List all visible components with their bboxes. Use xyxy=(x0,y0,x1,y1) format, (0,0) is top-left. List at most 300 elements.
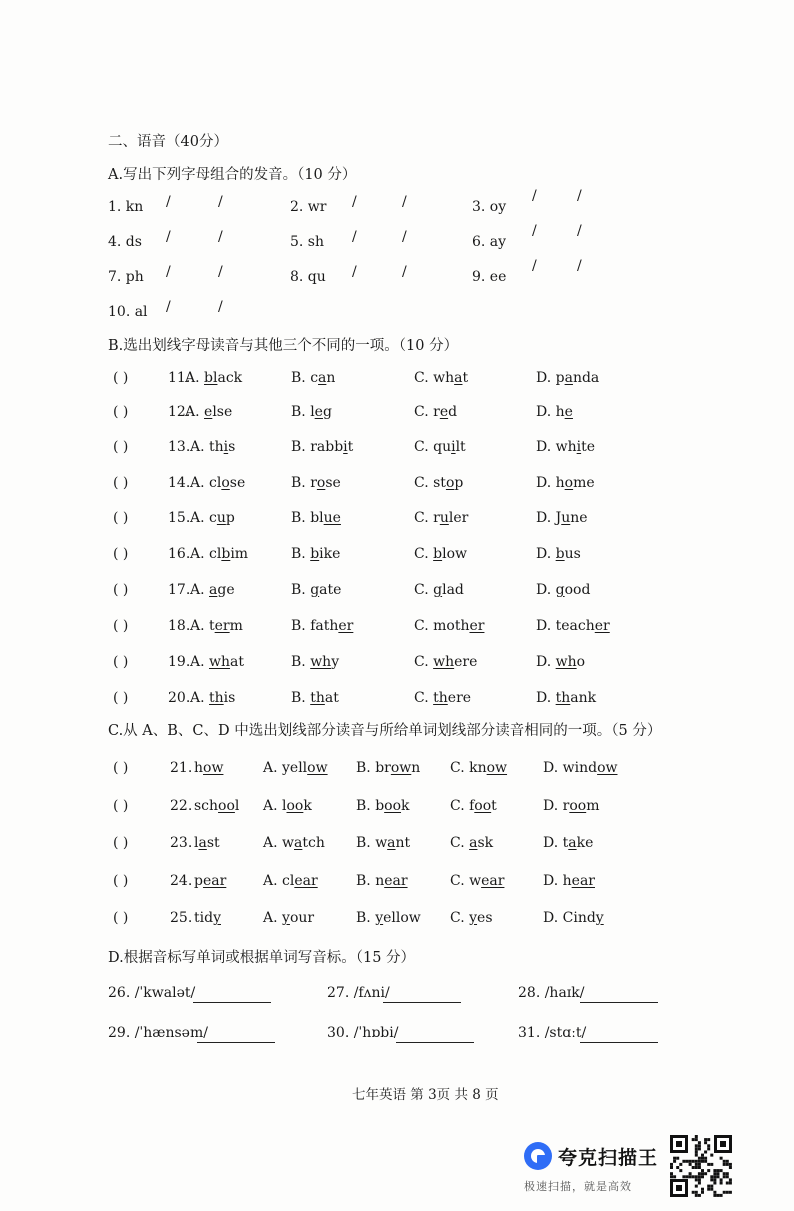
option-d[interactable] xyxy=(536,546,581,562)
option-b-text: ellow xyxy=(383,910,421,926)
option-d-underlined: i xyxy=(576,439,582,455)
question-number: 25. xyxy=(170,910,193,926)
option-c[interactable] xyxy=(414,654,477,670)
option-d[interactable] xyxy=(543,760,618,776)
answer-paren[interactable]: ( ) xyxy=(113,654,129,670)
qr-module xyxy=(695,1160,698,1163)
option-c-text: C. moth xyxy=(414,618,470,634)
option-c-text: C. kn xyxy=(450,760,487,776)
option-d[interactable] xyxy=(536,654,585,670)
option-c[interactable] xyxy=(450,910,493,926)
qr-module xyxy=(698,1163,701,1166)
qr-module xyxy=(698,1194,701,1197)
phonics-item-label: 5. sh xyxy=(290,234,325,250)
option-c-underlined: u xyxy=(439,510,449,526)
option-d-underlined: o xyxy=(564,475,574,491)
option-a[interactable] xyxy=(185,404,232,420)
option-b[interactable] xyxy=(291,404,332,420)
qr-module xyxy=(726,1160,729,1163)
option-c-underlined: e xyxy=(439,404,449,420)
option-a[interactable] xyxy=(263,760,328,776)
qr-module xyxy=(710,1154,713,1157)
answer-paren[interactable]: ( ) xyxy=(113,760,129,776)
option-a-text: s xyxy=(228,439,236,455)
option-a[interactable] xyxy=(190,582,235,598)
qr-module xyxy=(695,1191,698,1194)
option-a-text: is xyxy=(223,690,236,706)
option-c-text: C. xyxy=(414,582,434,598)
qr-module xyxy=(698,1141,701,1144)
qr-module xyxy=(698,1144,701,1147)
qr-module xyxy=(729,1182,732,1185)
option-c-text: p xyxy=(454,475,464,491)
answer-paren[interactable]: ( ) xyxy=(113,910,129,926)
option-b[interactable] xyxy=(291,618,353,634)
qr-module xyxy=(726,1172,729,1175)
answer-paren[interactable]: ( ) xyxy=(113,370,129,386)
option-c-underlined: th xyxy=(433,690,448,706)
option-d-text: D. h xyxy=(536,404,565,420)
part-a-title: A.写出下列字母组合的发音。（10 分） xyxy=(108,167,357,183)
option-c-text: C. r xyxy=(414,404,440,420)
option-a[interactable] xyxy=(263,873,318,889)
option-b[interactable] xyxy=(291,654,339,670)
option-d[interactable] xyxy=(543,835,593,851)
qr-module xyxy=(673,1160,676,1163)
answer-slash: / xyxy=(532,188,537,204)
option-b-underlined: ue xyxy=(323,510,341,526)
option-c[interactable] xyxy=(450,873,504,889)
scanner-logo-icon xyxy=(524,1142,552,1170)
qr-module xyxy=(704,1172,707,1175)
option-b[interactable] xyxy=(291,546,340,562)
option-a[interactable] xyxy=(190,690,235,706)
option-a-text: A. xyxy=(263,910,283,926)
option-a-text: ck xyxy=(225,370,243,386)
qr-module xyxy=(707,1147,710,1150)
qr-module xyxy=(713,1172,716,1175)
option-b-underlined: o xyxy=(316,475,326,491)
option-b-text: B. r xyxy=(291,475,317,491)
option-c-text: C. f xyxy=(450,798,475,814)
option-b[interactable] xyxy=(356,798,410,814)
given-word-text: l xyxy=(234,798,240,814)
option-a[interactable] xyxy=(263,910,314,926)
qr-module xyxy=(723,1172,726,1175)
qr-module xyxy=(695,1163,698,1166)
option-a[interactable] xyxy=(190,475,245,491)
option-a-text: at xyxy=(230,654,244,670)
option-b[interactable] xyxy=(356,910,421,926)
answer-blank[interactable] xyxy=(580,1001,658,1003)
option-d[interactable] xyxy=(543,910,604,926)
option-c-text: ere xyxy=(454,654,478,670)
option-d-text: D. xyxy=(536,546,556,562)
option-a[interactable] xyxy=(263,798,312,814)
answer-blank[interactable] xyxy=(383,1001,461,1003)
answer-slash: / xyxy=(218,264,223,280)
option-a-text: A. xyxy=(185,404,205,420)
option-c[interactable] xyxy=(414,510,468,526)
option-b[interactable] xyxy=(291,690,339,706)
given-word-underlined: y xyxy=(213,910,221,926)
qr-module xyxy=(701,1191,704,1194)
option-b-text: nt xyxy=(395,835,411,851)
phonetic-item: 29. /ˈhænsəm/ xyxy=(108,1025,208,1041)
option-c-text: ler xyxy=(448,510,469,526)
qr-module xyxy=(676,1166,679,1169)
option-c-underlined: er xyxy=(469,618,485,634)
qr-module xyxy=(689,1172,692,1175)
option-d[interactable] xyxy=(536,690,596,706)
option-d[interactable] xyxy=(536,510,588,526)
answer-blank[interactable] xyxy=(396,1041,474,1043)
option-a-underlined: e xyxy=(204,404,213,420)
given-word-text: h xyxy=(194,760,204,776)
option-d-text: ke xyxy=(576,835,594,851)
part-d-title: D.根据音标写单词或根据单词写音标。（15 分） xyxy=(108,950,416,966)
answer-paren[interactable]: ( ) xyxy=(113,546,129,562)
answer-paren[interactable]: ( ) xyxy=(113,510,129,526)
option-a-underlined: b xyxy=(221,546,231,562)
option-d-text: ne xyxy=(570,510,588,526)
phonics-item-label: 10. al xyxy=(108,304,148,320)
answer-slash: / xyxy=(352,229,357,245)
qr-module xyxy=(695,1185,698,1188)
qr-module xyxy=(698,1172,701,1175)
option-a-underlined: wh xyxy=(209,654,231,670)
answer-slash: / xyxy=(402,229,407,245)
qr-module xyxy=(670,1163,673,1166)
qr-module xyxy=(695,1138,698,1141)
option-c-text: low xyxy=(442,546,467,562)
qr-module xyxy=(701,1160,704,1163)
qr-module xyxy=(720,1178,723,1181)
option-b-text: B. bl xyxy=(291,510,324,526)
qr-module xyxy=(695,1135,698,1138)
answer-blank[interactable] xyxy=(197,1041,275,1043)
option-b-underlined: th xyxy=(310,690,325,706)
option-b-underlined: g xyxy=(310,582,320,598)
qr-module xyxy=(686,1175,689,1178)
qr-module xyxy=(695,1147,698,1150)
option-d[interactable] xyxy=(536,582,590,598)
answer-paren[interactable]: ( ) xyxy=(113,835,129,851)
brand-name: 夸克扫描王 xyxy=(558,1147,659,1169)
option-d[interactable] xyxy=(543,873,595,889)
option-b[interactable] xyxy=(356,760,420,776)
option-b-underlined: i xyxy=(343,439,348,455)
option-d-text: D. h xyxy=(543,873,572,889)
option-c[interactable] xyxy=(414,475,463,491)
option-a-text: A. cl xyxy=(190,546,222,562)
qr-module xyxy=(713,1191,716,1194)
option-b[interactable] xyxy=(291,475,341,491)
option-d[interactable] xyxy=(543,798,599,814)
qr-module xyxy=(701,1169,704,1172)
qr-module xyxy=(704,1160,707,1163)
option-b-text: B. xyxy=(291,546,311,562)
qr-module xyxy=(707,1188,710,1191)
question-number: 15. xyxy=(168,510,191,526)
option-d-underlined: u xyxy=(561,510,571,526)
phonetic-item: 28. /haɪk/ xyxy=(518,985,585,1001)
option-d-text: ank xyxy=(570,690,597,706)
option-b[interactable] xyxy=(356,835,410,851)
qr-module xyxy=(726,1175,729,1178)
brand-watermark xyxy=(516,1135,666,1195)
answer-paren[interactable]: ( ) xyxy=(113,582,129,598)
option-a-text: A. xyxy=(185,370,205,386)
question-number: 16. xyxy=(168,546,191,562)
answer-paren[interactable]: ( ) xyxy=(113,798,129,814)
option-a-text: lse xyxy=(212,404,233,420)
phonetic-item: 26. /ˈkwalət/ xyxy=(108,985,196,1001)
question-number: 20. xyxy=(168,690,191,706)
brand-slogan: 极速扫描，就是高效 xyxy=(524,1180,632,1193)
option-a-underlined: u xyxy=(216,510,226,526)
option-c[interactable] xyxy=(450,835,493,851)
option-d-text: me xyxy=(573,475,595,491)
option-c-text: d xyxy=(448,404,458,420)
option-a-underlined: er xyxy=(214,618,230,634)
answer-slash: / xyxy=(532,223,537,239)
option-a-text: A. th xyxy=(190,439,224,455)
qr-module xyxy=(713,1175,716,1178)
answer-blank[interactable] xyxy=(580,1041,658,1043)
answer-paren[interactable]: ( ) xyxy=(113,873,129,889)
option-b-underlined: wh xyxy=(310,654,332,670)
answer-paren[interactable]: ( ) xyxy=(113,475,129,491)
answer-slash: / xyxy=(352,264,357,280)
qr-module xyxy=(692,1166,695,1169)
option-b[interactable] xyxy=(291,370,335,386)
option-a-text: A. xyxy=(190,690,210,706)
qr-module xyxy=(698,1182,701,1185)
option-d-underlined: a xyxy=(564,370,573,386)
option-a-text: tch xyxy=(302,835,325,851)
qr-module xyxy=(698,1175,701,1178)
option-d-text: D. xyxy=(536,654,556,670)
option-c-underlined: ow xyxy=(486,760,508,776)
option-c-text: t xyxy=(462,370,469,386)
option-d-text: D. wh xyxy=(536,439,577,455)
qr-module xyxy=(707,1138,710,1141)
option-a-underlined: ow xyxy=(307,760,328,776)
qr-module xyxy=(710,1163,713,1166)
option-b-text: se xyxy=(325,475,341,491)
qr-module xyxy=(698,1157,701,1160)
option-d-underlined: e xyxy=(564,404,573,420)
option-c-underlined: ear xyxy=(481,873,505,889)
option-a-text: A. c xyxy=(190,510,217,526)
option-a-underlined: ear xyxy=(294,873,318,889)
option-d-underlined: a xyxy=(568,835,577,851)
answer-slash: / xyxy=(577,258,582,274)
option-b-text: n xyxy=(411,760,421,776)
qr-module xyxy=(692,1160,695,1163)
qr-module xyxy=(707,1144,710,1147)
qr-module xyxy=(689,1160,692,1163)
option-b[interactable] xyxy=(356,873,408,889)
option-b-underlined: ow xyxy=(390,760,412,776)
answer-slash: / xyxy=(577,188,582,204)
option-c-underlined: i xyxy=(451,439,456,455)
qr-module xyxy=(717,1172,720,1175)
option-a-text: A. t xyxy=(190,618,215,634)
option-c[interactable] xyxy=(414,439,466,455)
option-d-underlined: b xyxy=(555,546,565,562)
option-b-text: g xyxy=(322,404,332,420)
qr-module xyxy=(679,1163,682,1166)
qr-module xyxy=(713,1178,716,1181)
option-d-underlined: er xyxy=(594,618,610,634)
question-number: 22. xyxy=(170,798,193,814)
option-b-text: t xyxy=(347,439,354,455)
given-word-underlined: a xyxy=(198,835,207,851)
option-c[interactable] xyxy=(414,546,467,562)
option-a[interactable] xyxy=(185,370,242,386)
answer-paren[interactable]: ( ) xyxy=(113,439,129,455)
qr-module xyxy=(717,1169,720,1172)
answer-slash: / xyxy=(166,264,171,280)
qr-module xyxy=(673,1157,676,1160)
option-a-text: A. cl xyxy=(263,873,295,889)
qr-module xyxy=(723,1175,726,1178)
qr-module xyxy=(717,1194,720,1197)
qr-module xyxy=(710,1188,713,1191)
option-c-underlined: g xyxy=(433,582,443,598)
option-d[interactable] xyxy=(536,404,573,420)
option-a[interactable] xyxy=(263,835,325,851)
option-a-underlined: bl xyxy=(204,370,218,386)
option-b-text: B. xyxy=(291,654,311,670)
given-word xyxy=(194,910,221,926)
option-b-text: B. xyxy=(291,582,311,598)
option-c-text: C. xyxy=(414,690,434,706)
qr-module xyxy=(698,1166,701,1169)
answer-paren[interactable]: ( ) xyxy=(113,618,129,634)
qr-module xyxy=(726,1163,729,1166)
option-b-text: B. xyxy=(356,910,376,926)
option-c-underlined: o xyxy=(445,475,455,491)
qr-module xyxy=(723,1191,726,1194)
answer-slash: / xyxy=(218,299,223,315)
option-c-text: sk xyxy=(477,835,494,851)
answer-blank[interactable] xyxy=(193,1001,271,1003)
option-a-text: A. xyxy=(190,582,210,598)
option-c[interactable] xyxy=(414,690,471,706)
qr-module xyxy=(707,1163,710,1166)
given-word-underlined: oo xyxy=(218,798,235,814)
option-d-text: us xyxy=(564,546,581,562)
option-c[interactable] xyxy=(414,370,468,386)
option-d[interactable] xyxy=(536,439,595,455)
option-c[interactable] xyxy=(450,760,507,776)
option-a-underlined: a xyxy=(294,835,303,851)
option-d-underlined: ow xyxy=(597,760,618,776)
qr-module xyxy=(695,1178,698,1181)
phonics-item-label: 2. wr xyxy=(290,199,327,215)
qr-module xyxy=(726,1182,729,1185)
option-c-text: es xyxy=(477,910,493,926)
qr-module xyxy=(692,1175,695,1178)
option-d[interactable] xyxy=(536,370,599,386)
qr-module xyxy=(670,1172,673,1175)
option-a[interactable] xyxy=(190,618,243,634)
option-b-text: at xyxy=(324,690,339,706)
option-c-underlined: wh xyxy=(433,654,455,670)
option-d[interactable] xyxy=(536,618,610,634)
given-word-text: l xyxy=(194,835,199,851)
option-a-text: se xyxy=(229,475,246,491)
option-a[interactable] xyxy=(190,546,248,562)
qr-module xyxy=(729,1163,732,1166)
phonics-item-label: 4. ds xyxy=(108,234,142,250)
option-c-underlined: a xyxy=(454,370,463,386)
qr-module xyxy=(701,1154,704,1157)
question-number: 18. xyxy=(168,618,191,634)
option-a[interactable] xyxy=(190,510,235,526)
question-number: 14. xyxy=(168,475,191,491)
option-d-text: D. xyxy=(536,582,556,598)
option-d[interactable] xyxy=(536,475,595,491)
option-a-underlined: y xyxy=(282,910,290,926)
answer-paren[interactable]: ( ) xyxy=(113,404,129,420)
option-d-underlined: wh xyxy=(555,654,577,670)
option-a-text: ge xyxy=(217,582,235,598)
option-d-text: D. h xyxy=(536,475,565,491)
option-c-text: lt xyxy=(455,439,466,455)
option-c[interactable] xyxy=(414,404,457,420)
option-d-underlined: ear xyxy=(571,873,595,889)
given-word xyxy=(194,873,226,889)
option-c[interactable] xyxy=(414,618,484,634)
qr-module xyxy=(689,1175,692,1178)
option-c[interactable] xyxy=(414,582,464,598)
option-c-text: C. st xyxy=(414,475,446,491)
option-b-text: ike xyxy=(319,546,341,562)
option-c-text: C. xyxy=(450,910,470,926)
qr-module xyxy=(720,1169,723,1172)
option-a[interactable] xyxy=(190,439,235,455)
part-c-title: C.从 A、B、C、D 中选出划线部分读音与所给单词划线部分读音相同的一项。（5 分） xyxy=(108,723,662,739)
option-d-underlined: g xyxy=(555,582,565,598)
question-number: 23. xyxy=(170,835,193,851)
qr-module xyxy=(701,1172,704,1175)
phonics-item-label: 1. kn xyxy=(108,199,144,215)
option-d-text: D. wind xyxy=(543,760,598,776)
given-word-text: st xyxy=(206,835,220,851)
option-b[interactable] xyxy=(291,439,353,455)
answer-paren[interactable]: ( ) xyxy=(113,690,129,706)
given-word xyxy=(194,760,223,776)
option-d-text: D. r xyxy=(543,798,570,814)
option-b-text: B. l xyxy=(291,404,315,420)
qr-module xyxy=(692,1138,695,1141)
option-c-text: C. r xyxy=(414,510,440,526)
option-b[interactable] xyxy=(291,510,341,526)
qr-module xyxy=(720,1141,726,1147)
question-number: 21. xyxy=(170,760,193,776)
option-b-underlined: a xyxy=(387,835,396,851)
qr-module xyxy=(701,1188,704,1191)
option-a[interactable] xyxy=(190,654,244,670)
section-title: 二、语音（40分） xyxy=(108,134,228,150)
qr-module xyxy=(686,1160,689,1163)
option-c[interactable] xyxy=(450,798,497,814)
option-b[interactable] xyxy=(291,582,341,598)
